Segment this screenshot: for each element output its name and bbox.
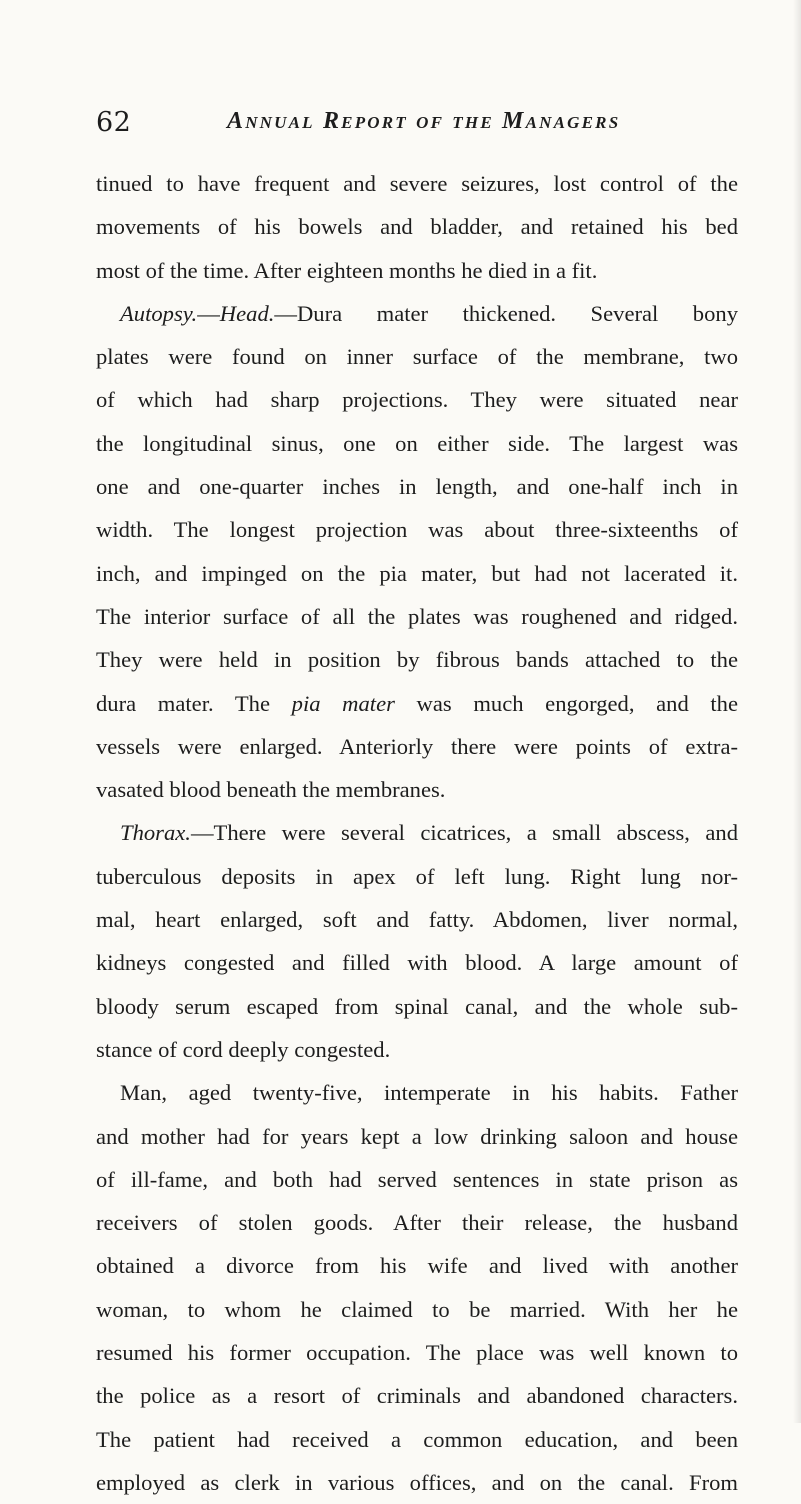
text-line — [96, 249, 738, 292]
italic-text: Head. — [219, 300, 275, 326]
text-line — [96, 855, 738, 898]
text-segment: resumed his former occupation. The place was well known to — [96, 1340, 738, 1366]
text-segment: The patient had received a common education, and been — [96, 1426, 738, 1452]
text-segment: kidneys congested and filled with blood. A large amount of — [96, 950, 738, 976]
page-header — [96, 107, 736, 147]
text-segment: width. The longest projection was about three-sixteenths of — [96, 517, 738, 543]
text-line — [96, 1115, 738, 1158]
text-line — [96, 1461, 738, 1504]
text-segment: vessels were enlarged. Anteriorly there were points of extra- — [96, 733, 738, 759]
text-segment: — — [197, 300, 220, 326]
text-line — [96, 682, 738, 725]
text-line — [96, 1331, 738, 1374]
text-segment: was much engorged, and the — [394, 690, 738, 716]
text-segment: dura mater. The — [96, 690, 292, 716]
text-segment: vasated blood beneath the membranes. — [96, 777, 446, 803]
text-segment: of ill-fame, and both had served sentences in state prison as — [96, 1166, 738, 1192]
text-segment: movements of his bowels and bladder, and retained his bed — [96, 214, 738, 240]
text-segment: tuberculous deposits in apex of left lung. Right lung nor- — [96, 863, 738, 889]
text-segment: receivers of stolen goods. After their release, the husband — [96, 1210, 738, 1236]
text-segment: most of the time. After eighteen months he died in a fit. — [96, 257, 598, 283]
text-line — [96, 811, 738, 854]
text-line — [96, 985, 738, 1028]
running-head: Annual Report of the Managers — [227, 108, 621, 134]
text-segment: —There were several cicatrices, a small abscess, and — [190, 820, 738, 846]
text-line — [96, 508, 738, 551]
text-segment: Man, aged twenty-five, intemperate in his habits. Father — [120, 1080, 738, 1106]
text-segment: of which had sharp projections. They were situated near — [96, 387, 738, 413]
text-segment: inch, and impinged on the pia mater, but had not lacerated it. — [96, 560, 738, 586]
text-line — [96, 1374, 738, 1417]
text-line — [96, 1244, 738, 1287]
text-line — [96, 378, 738, 421]
text-line — [96, 1288, 738, 1331]
text-line — [96, 1418, 738, 1461]
text-segment: mal, heart enlarged, soft and fatty. Abdomen, liver normal, — [96, 907, 738, 933]
text-segment: and mother had for years kept a low drinking saloon and house — [96, 1123, 738, 1149]
text-segment: woman, to whom he claimed to be married. With her he — [96, 1296, 738, 1322]
text-line — [96, 1028, 738, 1071]
text-line — [96, 162, 738, 205]
text-line — [96, 638, 738, 681]
text-line — [96, 422, 738, 465]
text-segment: —Dura mater thickened. Several bony — [274, 300, 738, 326]
text-segment: tinued to have frequent and severe seizures, lost control of the — [96, 171, 738, 196]
text-segment: The interior surface of all the plates was roughened and ridged. — [96, 603, 738, 629]
text-segment: the police as a resort of criminals and abandoned characters. — [96, 1383, 738, 1409]
text-line — [96, 1201, 738, 1244]
text-segment: employed as clerk in various offices, and on the canal. From — [96, 1469, 738, 1495]
text-segment: the longitudinal sinus, one on either side. The largest was — [96, 430, 738, 456]
page-edge-shadow — [793, 0, 801, 1423]
text-line — [96, 898, 738, 941]
italic-text: pia mater — [291, 690, 395, 716]
text-line — [96, 1158, 738, 1201]
text-line — [96, 292, 738, 335]
text-line — [96, 552, 738, 595]
text-line — [96, 595, 738, 638]
italic-text: Autopsy. — [120, 300, 198, 326]
text-segment: They were held in position by fibrous bands attached to the — [96, 647, 738, 673]
text-line — [96, 335, 738, 378]
text-segment: one and one-quarter inches in length, and one-half inch in — [96, 474, 738, 500]
text-line — [96, 768, 738, 811]
text-line — [96, 941, 738, 984]
text-segment: bloody serum escaped from spinal canal, and the whole sub- — [96, 993, 738, 1019]
text-line — [96, 205, 738, 248]
text-segment: obtained a divorce from his wife and lived with another — [96, 1253, 738, 1279]
body-text — [96, 162, 738, 1504]
italic-text: Thorax. — [120, 820, 191, 846]
text-line — [96, 725, 738, 768]
text-line — [96, 465, 738, 508]
text-segment: stance of cord deeply congested. — [96, 1036, 391, 1062]
page-number: 62 — [96, 107, 132, 138]
text-line — [96, 1071, 738, 1114]
text-segment: plates were found on inner surface of the membrane, two — [96, 344, 738, 370]
